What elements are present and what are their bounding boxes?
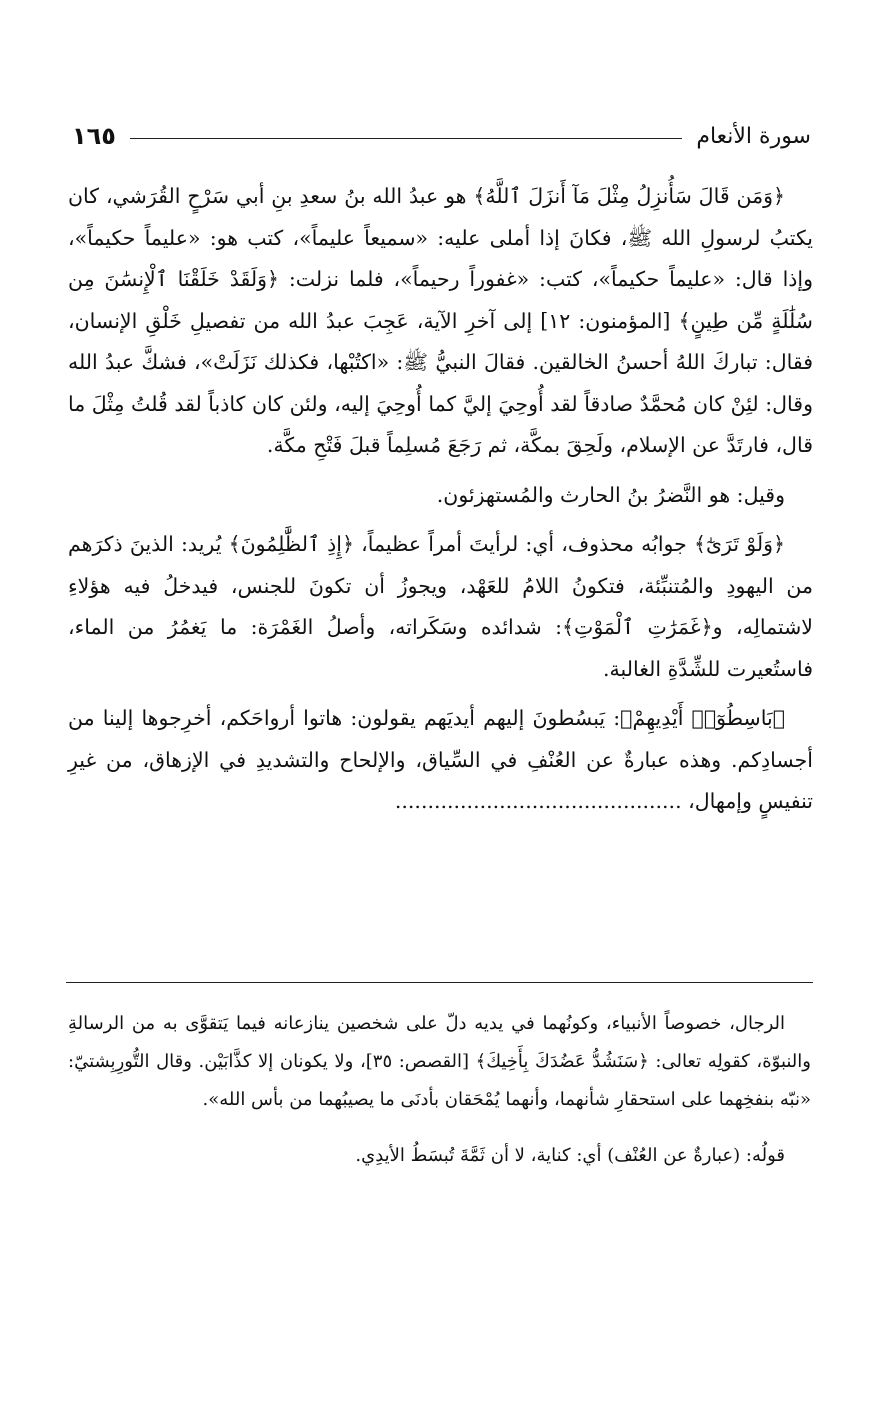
paragraph: ﴿بَاسِطُوٓا۟ أَيْدِيهِمْ﴾: يَبسُطونَ إليهم أيديَهم يقولون: هاتوا أرواحَكم، أخرِجوها إلينا من أجسادِكم. وهذه عبارةٌ عن العُنْفِ في السِّياق، والإلحاح والتشديدِ في الإزهاق، من غيرِ تنفيسٍ وإمهال، ............................................ (68, 706, 813, 813)
page-header (72, 118, 811, 154)
footnote-paragraph: قولُه: (عبارةٌ عن العُنْف) أي: كناية، لا أن ثَمَّةَ تُبسَطُ الأيدِي. (355, 1145, 785, 1166)
surah-title: سورة الأنعام (696, 123, 811, 149)
paragraph: ﴿وَمَن قَالَ سَأُنزِلُ مِثْلَ مَآ أَنزَلَ ٱللَّهُ﴾ هو عبدُ الله بنُ سعدِ بنِ أبي سَرْحٍ القُرَشي، كان يكتبُ لرسولِ الله ﷺ، فكانَ إذا أملى عليه: «سميعاً عليماً»، كتب هو: «عليماً حكيماً»، وإذا قال: «عليماً حكيماً»، كتب: «غفوراً رحيماً»، فلما نزلت: ﴿وَلَقَدْ خَلَقْنَا ٱلْإِنسَٰنَ مِن سُلَٰلَةٍ مِّن طِينٍ﴾ [المؤمنون: ١٢] إلى آخرِ الآية، عَجِبَ عبدُ الله من تفصيلِ خَلْقِ الإنسان، فقال: تباركَ اللهُ أحسنُ الخالقين. فقالَ النبيُّ ﷺ: «اكتُبْها، فكذلك نَزَلَتْ»، فشكَّ عبدُ الله وقال: لئِنْ كان مُحمَّدٌ صادقاً لقد أُوحِيَ إليَّ كما أُوحِيَ إليه، ولئن كان كاذباً لقد قُلتُ مِثْلَ ما قال، فارتَدَّ عن الإسلام، ولَحِقَ بمكَّة، ثم رَجَعَ مُسلِماً قبلَ فَتْحِ مكَّة. (68, 184, 813, 457)
footnote-separator (66, 982, 813, 983)
page-number: ١٦٥ (72, 122, 116, 150)
footnotes (68, 1005, 811, 1175)
paragraph: ﴿وَلَوْ تَرَىٰٓ﴾ جوابُه محذوف، أي: لرأيتَ أمراً عظيماً، ﴿إِذِ ٱلظَّٰلِمُونَ﴾ يُريد: الذينَ ذكرَهم من اليهودِ والمُتنبِّئة، فتكونُ اللامُ للعَهْد، ويجوزُ أن تكونَ للجنس، فيدخلُ فيه هؤلاءِ لاشتمالِه، و﴿غَمَرَٰتِ ٱلْمَوْتِ﴾: شدائده وسَكَراته، وأصلُ الغَمْرَة: ما يَغمُرُ من الماء، فاستُعيرت للشِّدَّةِ الغالبة. (68, 532, 813, 681)
footnote-paragraph: الرجال، خصوصاً الأنبياء، وكونُهما في يديه دلّ على شخصين ينازعانه فيما يَتقوَّى به من الرسالةِ والنبوّة، كقولِه تعالى: ﴿سَنَشُدُّ عَضُدَكَ بِأَخِيكَ﴾ [القصص: ٣٥]، ولا يكونان إلا كذَّابَيْن. وقال التُّورِبِشتيّ: «نبّه بنفخِهما على استحقارِ شأنهما، وأنهما يُمْحَقان بأدنَى ما يصيبُهما من بأس الله». (68, 1013, 811, 1110)
main-text (68, 176, 813, 823)
paragraph: وقيل: هو النَّضرُ بنُ الحارث والمُستهزئون. (436, 482, 785, 507)
header-rule (130, 138, 682, 139)
